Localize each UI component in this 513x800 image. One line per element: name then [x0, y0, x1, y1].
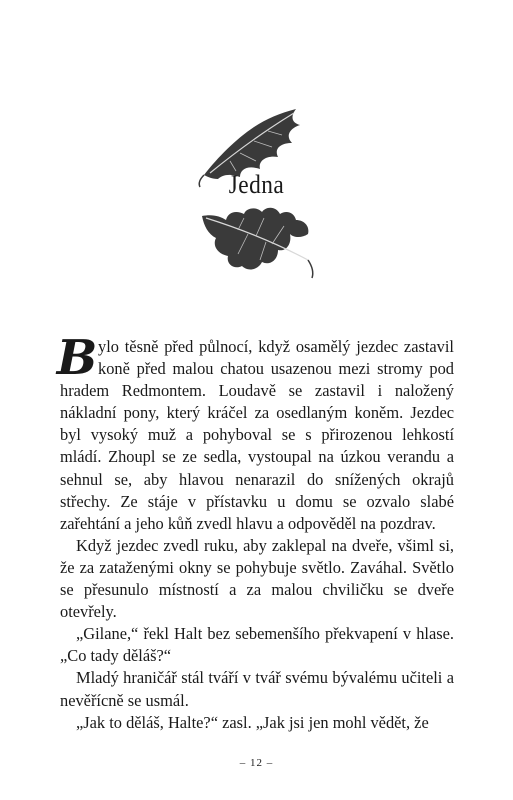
oak-leaf-icon	[198, 204, 320, 282]
paragraph	[56, 330, 454, 535]
paragraph-text: ylo těsně před půlnocí, když osamělý jezdec zastavil koně před malou chatou usazenou mezi stromy pod hradem Redmontem. Loudavě se zastavil i naložený nákladní pony, který kráčel za osedlaným koněm. Jezdec byl vysoký muž a pohyboval se s přirozenou lehkostí mládí. Zhoupl se ze sedla, vystoupal na úzkou verandu a sehnul se, aby hlavou nenarazil do snížených okrajů střechy. Ze stáje v přístavku u domu se ozvalo slabé zařehtání a jeho kůň zvedl hlavu a odpověděl na pozdrav.	[60, 337, 454, 533]
paragraph: Když jezdec zvedl ruku, aby zaklepal na dveře, všiml si, že za zataženými okny se pohybuje světlo. Zaváhal. Světlo se přesunulo místností a za malou chviličku se dveře otevřely.	[60, 535, 454, 622]
paragraph: Mladý hraničář stál tváří v tvář svému bývalému učiteli a nevěřícně se usmál.	[60, 668, 454, 710]
page-number: – 12 –	[239, 757, 274, 769]
paragraph: „Jak to děláš, Halte?“ zasl. „Jak jsi jen mohl vědět, že	[76, 712, 429, 732]
dropcap	[56, 330, 98, 386]
paragraph: „Gilane,“ řekl Halt bez sebemenšího překvapení v hlase. „Co tady děláš?“	[60, 624, 454, 666]
chapter-title: Jedna	[228, 170, 285, 199]
chapter-body	[56, 330, 454, 734]
dropcap-letter: B	[56, 330, 98, 386]
